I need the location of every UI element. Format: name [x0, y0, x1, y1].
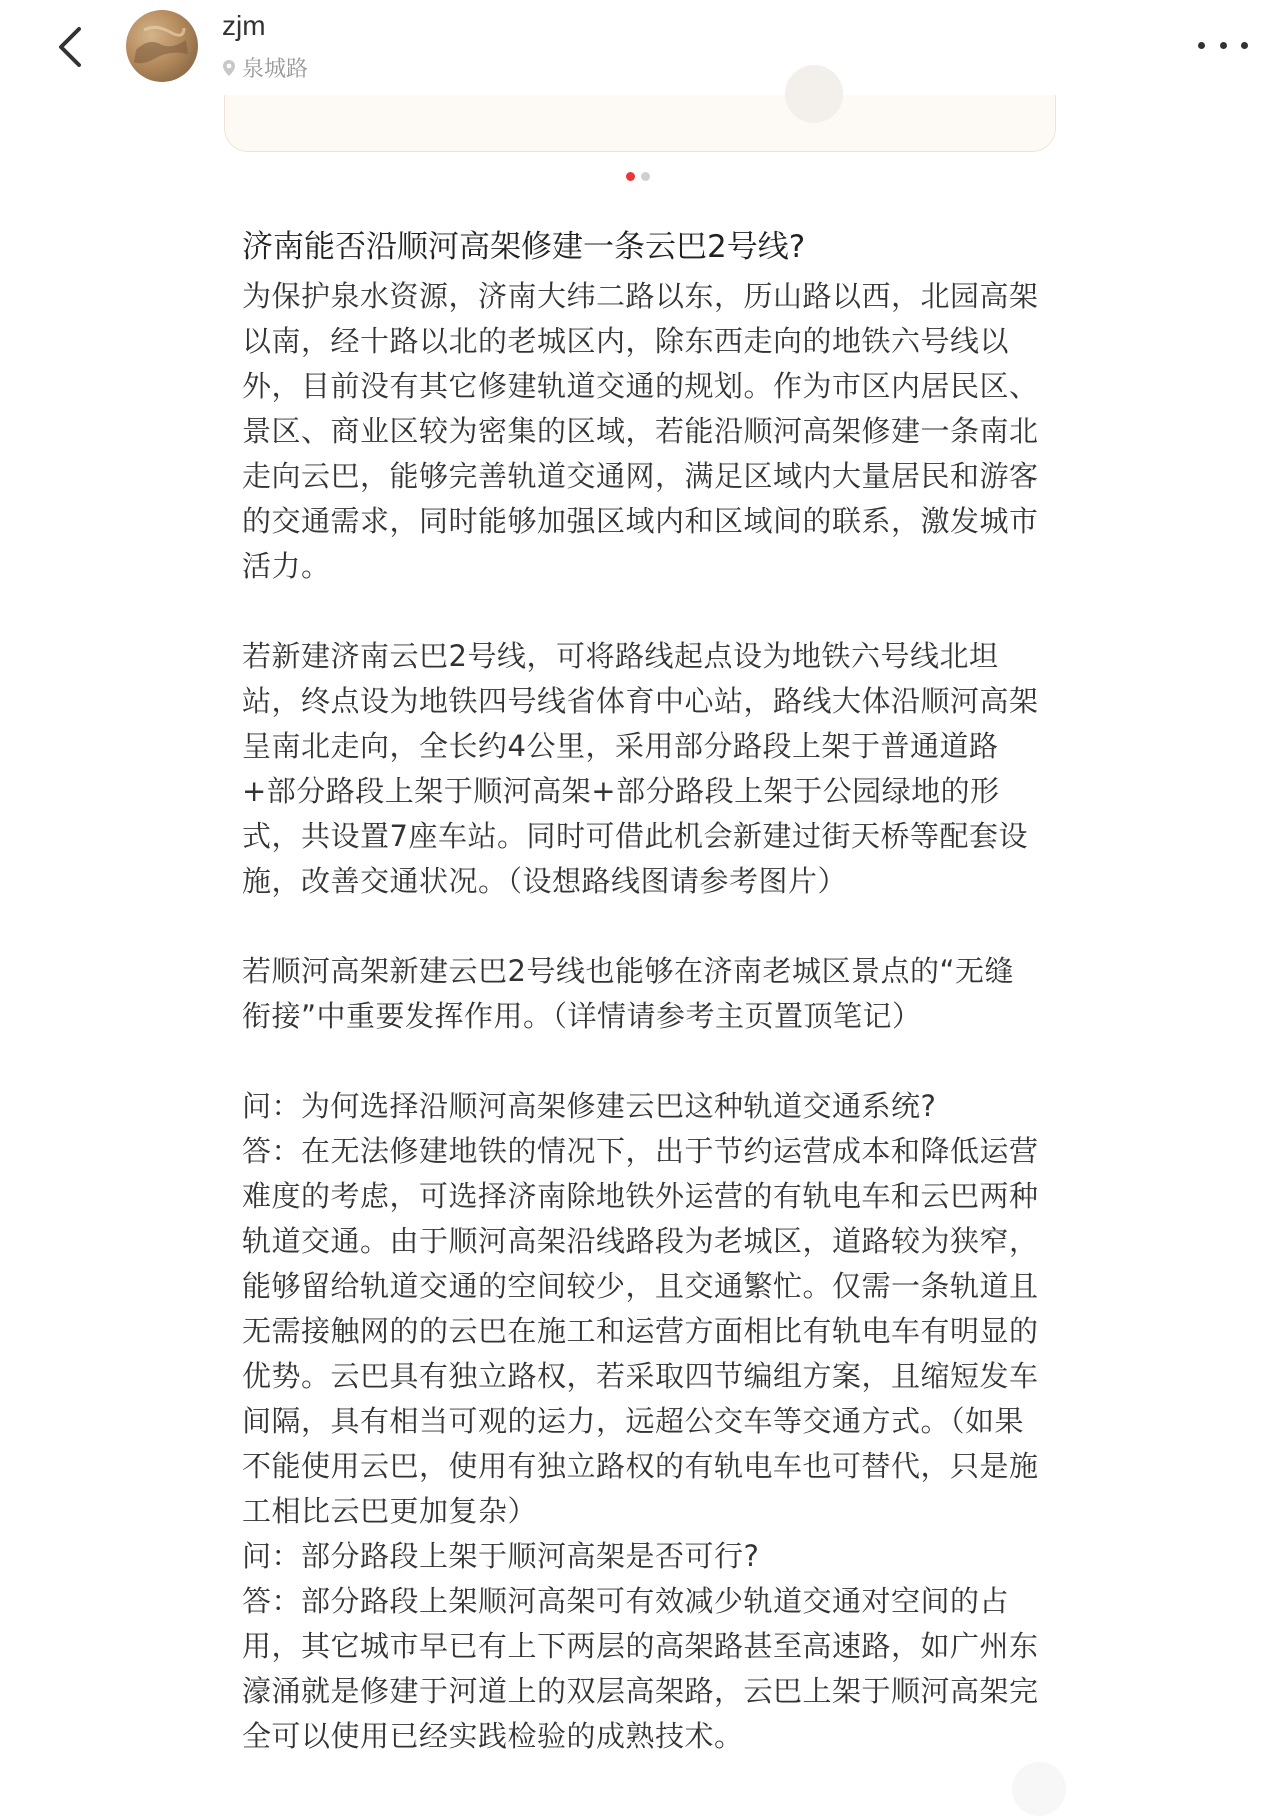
- more-options-button[interactable]: [1198, 30, 1248, 60]
- scroll-to-top-button[interactable]: [1012, 1762, 1066, 1816]
- avatar[interactable]: [126, 10, 198, 82]
- more-dot-icon: [1241, 42, 1248, 49]
- image-carousel-card[interactable]: [224, 95, 1056, 152]
- answer-2: 答：部分路段上架顺河高架可有效减少轨道交通对空间的占用，其它城市早已有上下两层的高架路甚至高速路，如广州东濠涌就是修建于河道上的双层高架路，云巴上架于顺河高架完全可以使用已经实践检验的成熟技术。: [242, 1584, 1039, 1753]
- carousel-indicator: [626, 172, 650, 181]
- carousel-dot-active: [626, 172, 635, 181]
- paragraph-3: 若顺河高架新建云巴2号线也能够在济南老城区景点的“无缝衔接”中重要发挥作用。（详情请参考主页置顶笔记）: [242, 954, 1014, 1033]
- more-dot-icon: [1220, 42, 1227, 49]
- top-bar: [0, 0, 1280, 100]
- question-2: 问：部分路段上架于顺河高架是否可行?: [242, 1539, 760, 1573]
- chevron-left-icon: [57, 25, 83, 69]
- location-tag[interactable]: [222, 52, 308, 83]
- carousel-dot: [641, 172, 650, 181]
- answer-1: 答：在无法修建地铁的情况下，出于节约运营成本和降低运营难度的考虑，可选择济南除地铁外运营的有轨电车和云巴两种轨道交通。由于顺河高架沿线路段为老城区，道路较为狭窄，能够留给轨道交通的空间较少，且交通繁忙。仅需一条轨道且无需接触网的的云巴在施工和运营方面相比有轨电车有明显的优势。云巴具有独立路权，若采取四节编组方案，且缩短发车间隔，具有相当可观的运力，远超公交车等交通方式。（如果不能使用云巴，使用有独立路权的有轨电车也可替代，只是施工相比云巴更加复杂）: [242, 1134, 1039, 1528]
- avatar-image: [126, 10, 198, 82]
- post-content: [242, 220, 1042, 1759]
- question-1: 问：为何选择沿顺河高架修建云巴这种轨道交通系统?: [242, 1089, 937, 1123]
- paragraph-2: 若新建济南云巴2号线，可将路线起点设为地铁六号线北坦站，终点设为地铁四号线省体育中心站，路线大体沿顺河高架呈南北走向，全长约4公里，采用部分路段上架于普通道路+部分路段上架于顺河高架+部分路段上架于公园绿地的形式，共设置7座车站。同时可借此机会新建过街天桥等配套设施，改善交通状况。（设想路线图请参考图片）: [242, 639, 1039, 898]
- more-dot-icon: [1198, 42, 1205, 49]
- location-text: 泉城路: [242, 57, 309, 82]
- back-button[interactable]: [50, 22, 90, 72]
- carousel-image-fragment: [785, 65, 843, 123]
- username[interactable]: zjm: [222, 10, 266, 41]
- paragraph-1: 为保护泉水资源，济南大纬二路以东，历山路以西，北园高架以南，经十路以北的老城区内，除东西走向的地铁六号线以外，目前没有其它修建轨道交通的规划。作为市区内居民区、景区、商业区较为密集的区域，若能沿顺河高架修建一条南北走向云巴，能够完善轨道交通网，满足区域内大量居民和游客的交通需求，同时能够加强区域内和区域间的联系，激发城市活力。: [242, 279, 1039, 583]
- post-title: 济南能否沿顺河高架修建一条云巴2号线?: [242, 229, 806, 265]
- location-pin-icon: [222, 59, 236, 77]
